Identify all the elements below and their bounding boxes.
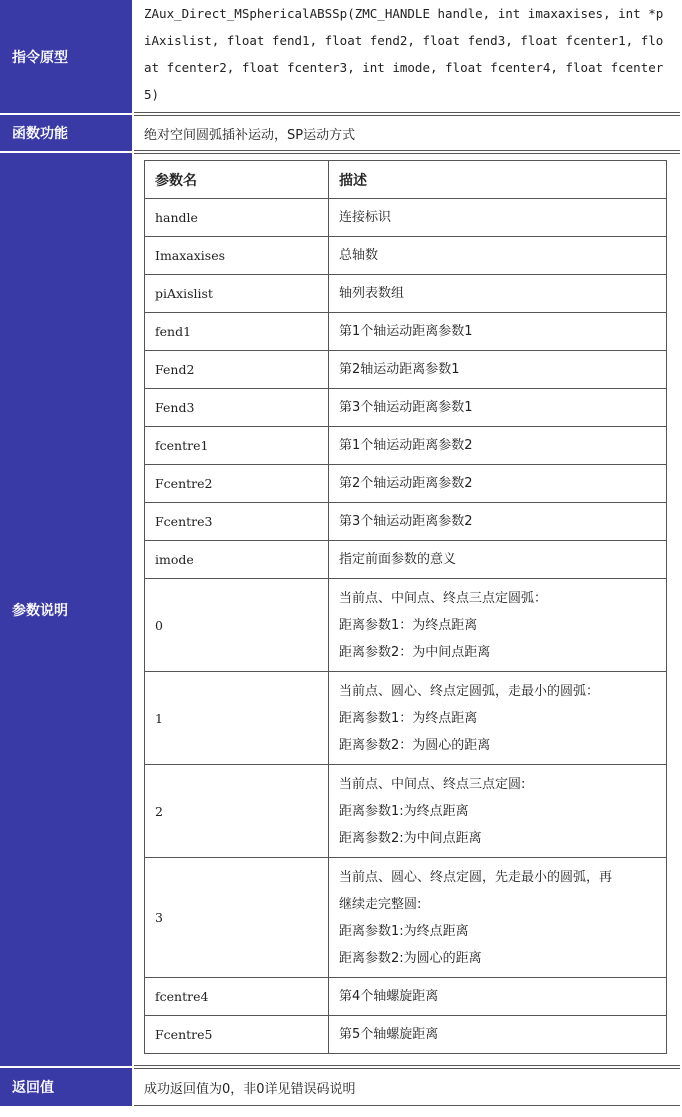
param-desc-line: 距离参数1:为终点距离 — [339, 923, 469, 939]
function-text: 绝对空间圆弧插补运动，SP运动方式 — [144, 127, 356, 143]
param-row — [145, 1016, 667, 1054]
param-desc — [329, 978, 667, 1016]
returns-label: 返回值 — [0, 1068, 132, 1106]
param-desc-line: 连接标识 — [339, 210, 392, 225]
param-name: fcentre1 — [145, 427, 329, 465]
param-desc-line: 第4个轴螺旋距离 — [339, 989, 439, 1004]
param-row — [145, 503, 667, 541]
param-name: handle — [145, 199, 329, 237]
param-desc — [329, 389, 667, 427]
param-desc-line: 距离参数2：为圆心的距离 — [339, 737, 491, 753]
param-desc — [329, 237, 667, 275]
param-desc-line: 第3个轴运动距离参数1 — [339, 400, 473, 415]
returns-text: 成功返回值为0，非0详见错误码说明 — [144, 1081, 356, 1097]
param-desc — [329, 199, 667, 237]
returns-row — [0, 1068, 680, 1106]
param-desc-line: 距离参数1:为终点距离 — [339, 803, 469, 819]
param-name: 3 — [145, 858, 329, 978]
param-desc-line: 当前点、圆心、终点定圆弧，走最小的圆弧： — [339, 683, 600, 699]
param-name: 1 — [145, 672, 329, 765]
param-name: Fcentre2 — [145, 465, 329, 503]
param-row — [145, 765, 667, 858]
param-row — [145, 978, 667, 1016]
param-row — [145, 351, 667, 389]
param-desc-line: 第3个轴运动距离参数2 — [339, 514, 473, 529]
param-row — [145, 389, 667, 427]
param-desc — [329, 351, 667, 389]
param-desc-header: 描述 — [329, 161, 667, 199]
param-desc — [329, 541, 667, 579]
param-name: 0 — [145, 579, 329, 672]
param-desc-line: 继续走完整圆: — [339, 896, 422, 912]
params-row — [0, 153, 680, 1066]
param-row — [145, 275, 667, 313]
param-name: Fend3 — [145, 389, 329, 427]
param-row — [145, 313, 667, 351]
param-desc-line: 第5个轴螺旋距离 — [339, 1027, 439, 1042]
function-label: 函数功能 — [0, 115, 132, 151]
param-name: 2 — [145, 765, 329, 858]
param-row — [145, 199, 667, 237]
param-desc — [329, 465, 667, 503]
param-name-header: 参数名 — [145, 161, 329, 199]
param-name: imode — [145, 541, 329, 579]
params-header-row — [145, 161, 667, 199]
param-row — [145, 858, 667, 978]
param-desc — [329, 503, 667, 541]
prototype-label: 指令原型 — [0, 0, 132, 113]
param-desc-line: 总轴数 — [339, 248, 379, 263]
param-desc-line: 距离参数1：为终点距离 — [339, 710, 478, 726]
param-desc-line: 第1个轴运动距离参数1 — [339, 324, 473, 339]
param-desc-line: 当前点、圆心、终点定圆，先走最小的圆弧，再 — [339, 869, 613, 885]
param-desc — [329, 579, 667, 672]
param-desc — [329, 313, 667, 351]
param-row — [145, 672, 667, 765]
params-table — [144, 160, 667, 1054]
prototype-row — [0, 0, 680, 113]
param-desc-line: 第1个轴运动距离参数2 — [339, 438, 473, 453]
param-desc — [329, 427, 667, 465]
param-row — [145, 541, 667, 579]
param-desc-line: 指定前面参数的意义 — [339, 552, 457, 567]
param-desc-line: 轴列表数组 — [339, 286, 405, 301]
param-name: fcentre4 — [145, 978, 329, 1016]
param-desc-line: 当前点、中间点、终点三点定圆弧： — [339, 590, 548, 606]
param-name: Fcentre3 — [145, 503, 329, 541]
param-row — [145, 465, 667, 503]
param-row — [145, 237, 667, 275]
param-desc — [329, 1016, 667, 1054]
prototype-text: ZAux_Direct_MSphericalABSSp(ZMC_HANDLE handle, int imaxaxises, int *piAxislist, float fend1, float fend2, float fend3, float fcenter1, float fcenter2, float fcenter3, int imode, float fcenter4, float fcenter5) — [144, 6, 664, 102]
function-row — [0, 115, 680, 151]
param-desc — [329, 858, 667, 978]
param-name: Fend2 — [145, 351, 329, 389]
param-desc-line: 距离参数1：为终点距离 — [339, 617, 478, 633]
param-name: Imaxaxises — [145, 237, 329, 275]
param-desc-line: 第2轴运动距离参数1 — [339, 362, 460, 377]
params-label: 参数说明 — [0, 153, 132, 1066]
param-desc — [329, 672, 667, 765]
param-name: Fcentre5 — [145, 1016, 329, 1054]
param-row — [145, 427, 667, 465]
param-desc-line: 距离参数2：为中间点距离 — [339, 644, 491, 660]
param-name: piAxislist — [145, 275, 329, 313]
param-desc — [329, 275, 667, 313]
param-desc-line: 当前点、中间点、终点三点定圆: — [339, 776, 526, 792]
param-desc-line: 第2个轴运动距离参数2 — [339, 476, 473, 491]
param-desc — [329, 765, 667, 858]
param-desc-line: 距离参数2:为圆心的距离 — [339, 950, 482, 966]
param-row — [145, 579, 667, 672]
param-name: fend1 — [145, 313, 329, 351]
param-desc-line: 距离参数2:为中间点距离 — [339, 830, 482, 846]
